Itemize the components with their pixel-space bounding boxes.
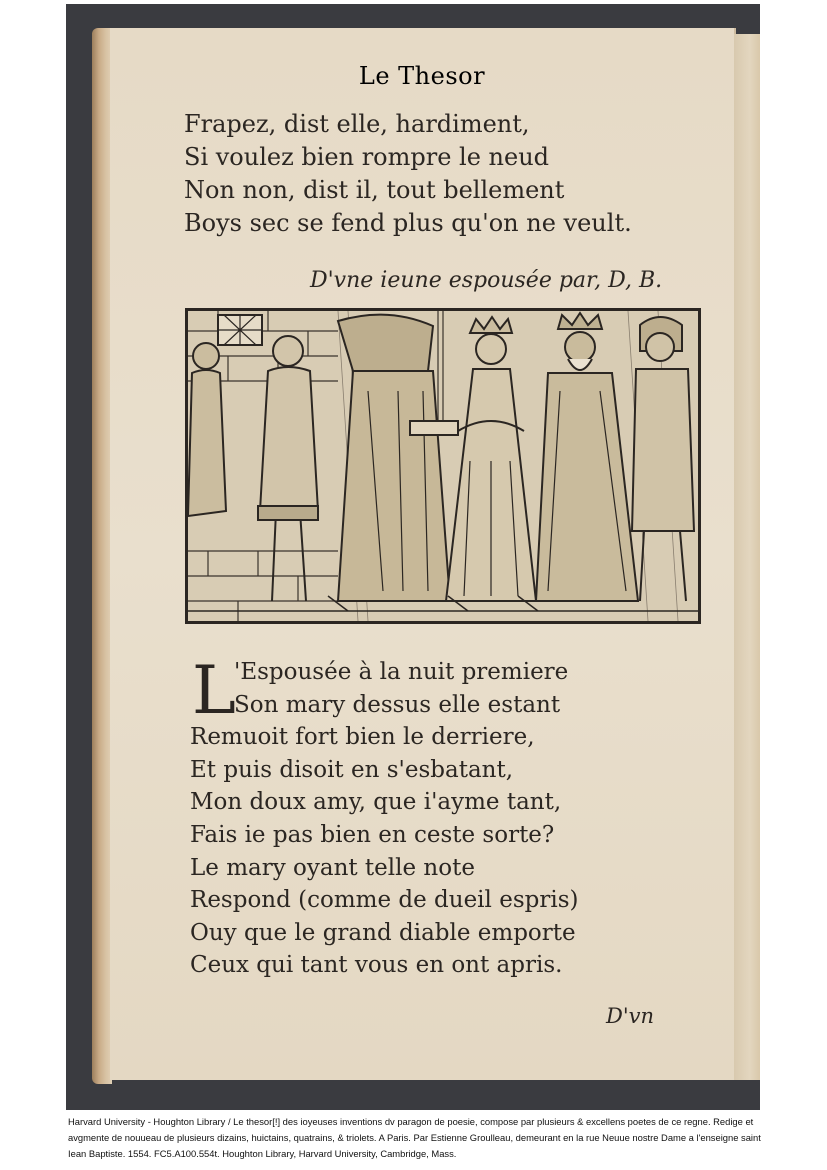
verse-line: Fais ie pas bien en ceste sorte? (190, 821, 555, 848)
source-citation: Harvard University - Houghton Library / Le thesor[!] des ioyeuses inventions dv paragon de poesie, compose par plusieurs & excellens poetes de ce regne. Redige et avgmente de nouueau de plusieurs dizains, huictains, quatrains, & triolets. A Paris. Par Estienne Groulleau, demeurant en la rue Neuue nostre Dame a l'enseigne saint Iean Baptiste. 1554. FC5.A100.554t. Houghton Library, Harvard University, Cambridge, Mass. (68, 1116, 761, 1159)
verse-line: Mon doux amy, que i'ayme tant, (190, 789, 562, 816)
verse-line: Si voulez bien rompre le neud (184, 143, 550, 171)
facing-page-edge (734, 34, 760, 1080)
verse-line: Respond (comme de dueil espris) (190, 887, 579, 914)
woodcut-figures-icon (188, 311, 698, 621)
catchword: D'vn (606, 1004, 654, 1028)
drop-cap: L (192, 652, 236, 729)
verse-bottom (190, 652, 579, 982)
book-page (110, 28, 736, 1080)
book-scan (66, 4, 760, 1110)
verse-line: Ceux qui tant vous en ont apris. (190, 952, 563, 979)
page-edges (92, 28, 112, 1084)
verse-first-lines (190, 656, 578, 721)
verse-line: Boys sec se fend plus qu'on ne veult. (184, 209, 632, 237)
verse-line: Son mary dessus elle estant (234, 691, 561, 718)
poem-epigraph: D'vne ieune espousée par, D, B. (310, 268, 663, 293)
verse-line: Frapez, dist elle, hardiment, (184, 110, 530, 138)
running-head: Le Thesor (358, 62, 486, 90)
woodcut-illustration (185, 308, 701, 624)
verse-line: Ouy que le grand diable emporte (190, 919, 576, 946)
verse-line: Non non, dist il, tout bellement (184, 176, 565, 204)
verse-line: Le mary oyant telle note (190, 854, 475, 881)
verse-top (184, 108, 632, 240)
verse-line: Remuoit fort bien le derriere, (190, 724, 535, 751)
verse-line: 'Espousée à la nuit premiere (234, 659, 569, 685)
verse-line: Et puis disoit en s'esbatant, (190, 756, 514, 783)
